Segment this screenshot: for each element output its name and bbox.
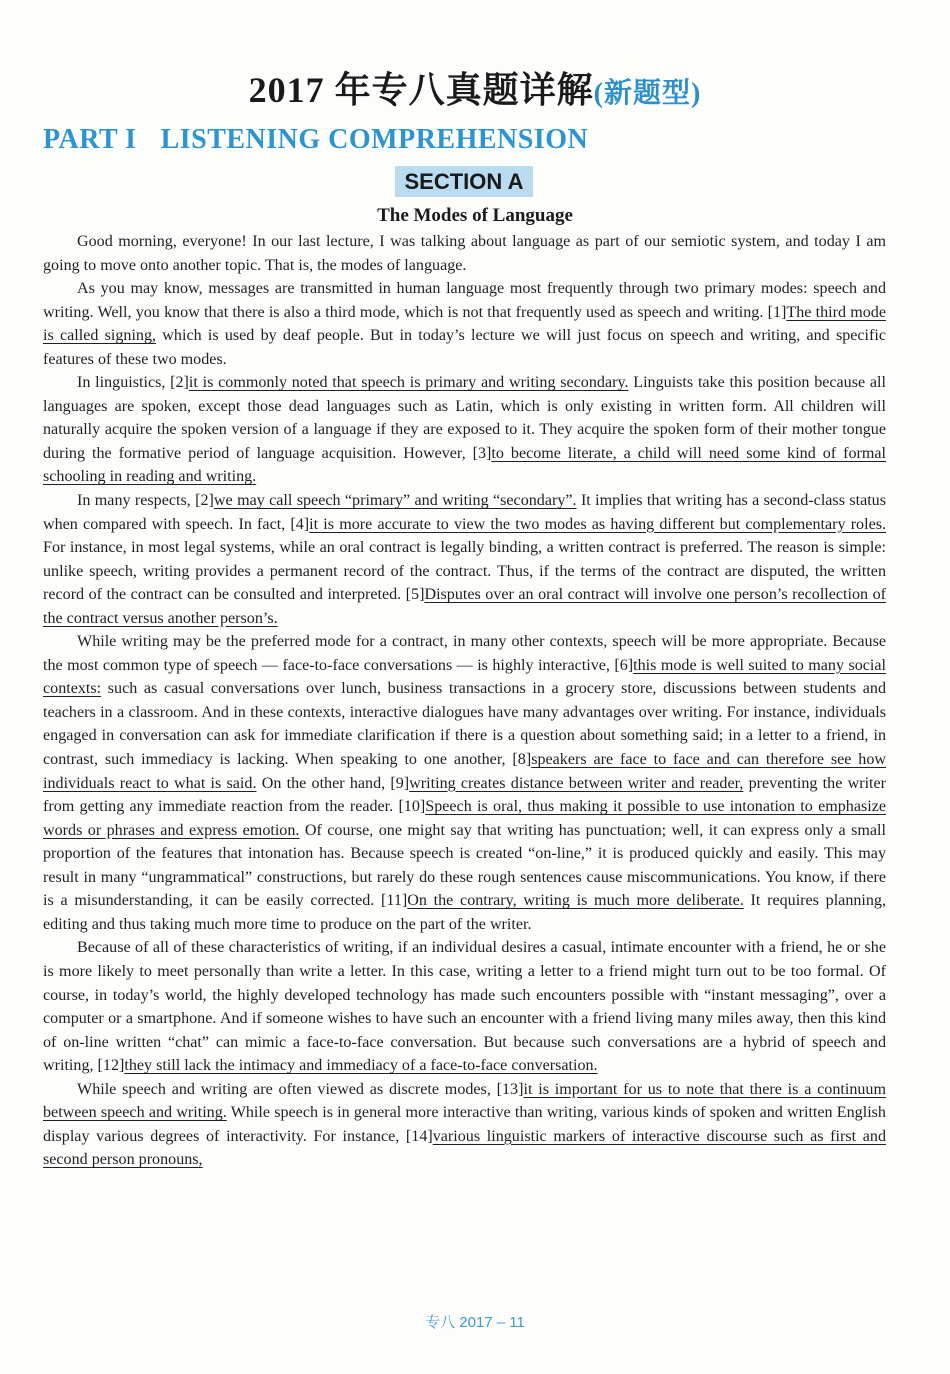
title-subtitle: (新题型) (593, 78, 702, 109)
paragraph (43, 277, 886, 371)
title-main: 2017 年专八真题详解 (248, 70, 594, 110)
underlined-answer: this mode is well suited to many social contexts: (43, 656, 886, 698)
page-title (0, 62, 950, 113)
paragraph (43, 230, 886, 277)
text-run: Of course, one might say that writing has punctuation; well, it can express only a small proportion of the features that intonation has. Because speech is created “on-line,” it is produced quickly and easily. This may result in many “ungrammatical” constructions, but rarely do these rough sentences cause miscommunications. You know, if there is a misunderstanding, it can be easily corrected. [11] (43, 821, 886, 910)
text-run: While writing may be the preferred mode for a contract, in many other contexts, speech will be more appropriate. Because the most common type of speech — face-to-face conversations — is highly interactive, [6] (43, 633, 886, 674)
text-run: As you may know, messages are transmitted in human language most frequently through two primary modes: speech and writing. Well, you know that there is also a third mode, which is not that frequently used as speech and writing. [1] (43, 280, 886, 321)
text-run: Good morning, everyone! In our last lecture, I was talking about language as part of our semiotic system, and today I am going to move onto another topic. That is, the modes of language. (43, 233, 886, 274)
lecture-transcript (43, 230, 886, 1172)
paragraph (43, 371, 886, 489)
text-run: While speech is in general more interactive than writing, various kinds of spoken and written English display various degrees of interactivity. For instance, [14] (43, 1104, 886, 1145)
text-run: which is used by deaf people. But in today’s lecture we will just focus on speech and writing, and specific features of these two modes. (43, 327, 886, 368)
part-heading (43, 124, 588, 156)
paragraph (43, 1078, 886, 1172)
underlined-answer: On the contrary, writing is much more deliberate. (407, 892, 744, 910)
text-run: Because of all of these characteristics of writing, if an individual desires a casual, intimate encounter with a friend, he or she is more likely to meet personally than write a letter. In this case, writing a letter to a friend might turn out to be too formal. Of course, in today’s world, the highly developed technology has made such encounters possible with “instant messaging”, over a computer or a smartphone. And if someone wishes to have such an encounter with a friend living many miles away, then this kind of on-line written “chat” can mimic a face-to-face conversation. But because such conversations are a hybrid of speech and writing, [12] (43, 939, 886, 1075)
page-footer: 专八 2017 – 11 (425, 1314, 525, 1331)
paragraph (43, 489, 886, 630)
underlined-answer: writing creates distance between writer and reader, (409, 774, 744, 792)
underlined-answer: they still lack the intimacy and immediacy of a face-to-face conversation. (124, 1057, 598, 1075)
part-title: LISTENING COMPREHENSION (160, 124, 589, 155)
underlined-answer: to become literate, a child will need some kind of formal schooling in reading and writing. (43, 444, 887, 486)
text-run: On the other hand, [9] (256, 774, 410, 792)
underlined-answer: The third mode is called signing, (43, 303, 886, 345)
underlined-answer: various linguistic markers of interactive discourse such as first and second person pronouns, (43, 1127, 886, 1169)
underlined-answer: it is more accurate to view the two modes as having different but complementary roles. (309, 515, 886, 533)
text-run: While speech and writing are often viewed as discrete modes, [13] (77, 1080, 524, 1098)
underlined-answer: Speech is oral, thus making it possible to use intonation to emphasize words or phrases and express emotion. (43, 798, 887, 839)
text-run: In many respects, [2] (77, 492, 214, 510)
text-run: It implies that writing has a second-class status when compared with speech. In fact, [4] (43, 492, 886, 533)
text-run: such as casual conversations over lunch, business transactions in a grocery store, discussions between students and teachers in a classroom. And in these contexts, interactive dialogues have many advantages over writing. For instance, individuals engaged in conversation can ask for immediate clarification if there is a question about something said; in a letter to a friend, in contrast, such immediacy is lacking. When speaking to one another, [8] (43, 680, 886, 769)
underlined-answer: it is commonly noted that speech is primary and writing secondary. (188, 374, 629, 392)
underlined-answer: we may call speech “primary” and writing “secondary”. (213, 492, 577, 510)
section-label: SECTION A (395, 166, 533, 197)
paragraph (43, 630, 886, 936)
text-run: Linguists take this position because all languages are spoken, except those dead languages such as Latin, which is only existing in written form. All children will naturally acquire the spoken version of a language if they are exposed to it. They acquire the spoken form of their mother tongue during the formative period of language acquisition. However, [3] (43, 374, 886, 462)
lecture-title: The Modes of Language (377, 205, 573, 226)
text-run: It requires planning, editing and thus taking much more time to produce on the part of the writer. (43, 892, 887, 933)
underlined-answer: it is important for us to note that there is a continuum between speech and writing. (43, 1080, 886, 1122)
text-run: In linguistics, [2] (77, 374, 189, 392)
part-label: PART I (43, 124, 137, 155)
paragraph (43, 936, 886, 1077)
underlined-answer: Disputes over an oral contract will involve one person’s recollection of the contract versus another person’s. (43, 586, 886, 627)
text-run: For instance, in most legal systems, while an oral contract is legally binding, a written contract is preferred. The reason is simple: unlike speech, writing provides a permanent record of the contract. Thus, if the terms of the contract are disputed, the written record of the contract can be consulted and interpreted. [5] (43, 539, 886, 604)
underlined-answer: speakers are face to face and can therefore see how individuals react to what is said. (43, 751, 886, 792)
text-run: preventing the writer from getting any immediate reaction from the reader. [10] (43, 774, 887, 816)
